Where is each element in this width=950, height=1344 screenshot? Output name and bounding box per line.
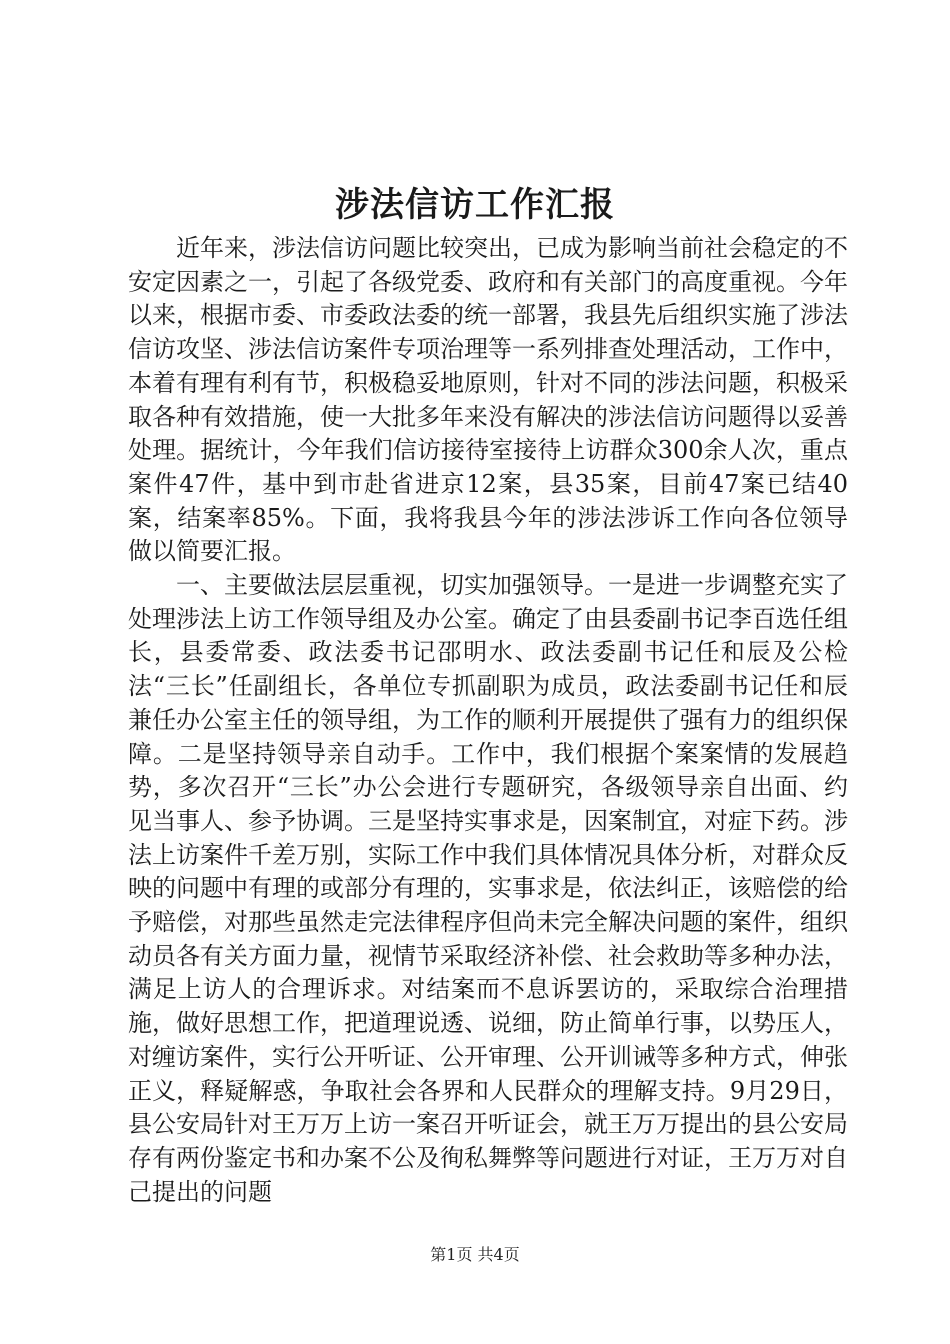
- paragraph-intro: 近年来，涉法信访问题比较突出，已成为影响当前社会稳定的不安定因素之一，引起了各级党委、政府和有关部门的高度重视。今年以来，根据市委、市委政法委的统一部署，我县先后组织实施了涉法信访攻坚、涉法信访案件专项治理等一系列排查处理活动，工作中，本着有理有利有节，积极稳妥地原则，针对不同的涉法问题，积极采取各种有效措施，使一大批多年来没有解决的涉法信访问题得以妥善处理。据统计，今年我们信访接待室接待上访群众300余人次，重点案件47件，基中到市赴省进京12案，县35案，目前47案已结40案，结案率85%。下面，我将我县今年的涉法涉诉工作向各位领导做以简要汇报。: [128, 234, 848, 566]
- document-title: 涉法信访工作汇报: [335, 185, 615, 225]
- paragraph-practices: 一、主要做法层层重视，切实加强领导。一是进一步调整充实了处理涉法上访工作领导组及办公室。确定了由县委副书记李百选任组长，县委常委、政法委书记邵明水、政法委副书记任和辰及公检法“三长”任副组长，各单位专抓副职为成员，政法委副书记任和辰兼任办公室主任的领导组，为工作的顺利开展提供了强有力的组织保障。二是坚持领导亲自动手。工作中，我们根据个案案情的发展趋势，多次召开“三长”办公会进行专题研究，各级领导亲自出面、约见当事人、参予协调。三是坚持实事求是，因案制宜，对症下药。涉法上访案件千差万别，实际工作中我们具体情况具体分析，对群众反映的问题中有理的或部分有理的，实事求是，依法纠正，该赔偿的给予赔偿，对那些虽然走完法律程序但尚未完全解决问题的案件，组织动员各有关方面力量，视情节采取经济补偿、社会救助等多种办法，满足上访人的合理诉求。对结案而不息诉罢访的，采取综合治理措施，做好思想工作，把道理说透、说细，防止简单行事，以势压人，对缠访案件，实行公开听证、公开审理、公开训诫等多种方式，伸张正义，释疑解惑，争取社会各界和人民群众的理解支持。9月29日，县公安局针对王万万上访一案召开听证会，就王万万提出的县公安局存有两份鉴定书和办案不公及徇私舞弊等问题进行对证，王万万对自己提出的问题: [128, 571, 848, 1206]
- document-body: [128, 232, 848, 1209]
- page-number-footer: 第1页 共4页: [430, 1245, 520, 1264]
